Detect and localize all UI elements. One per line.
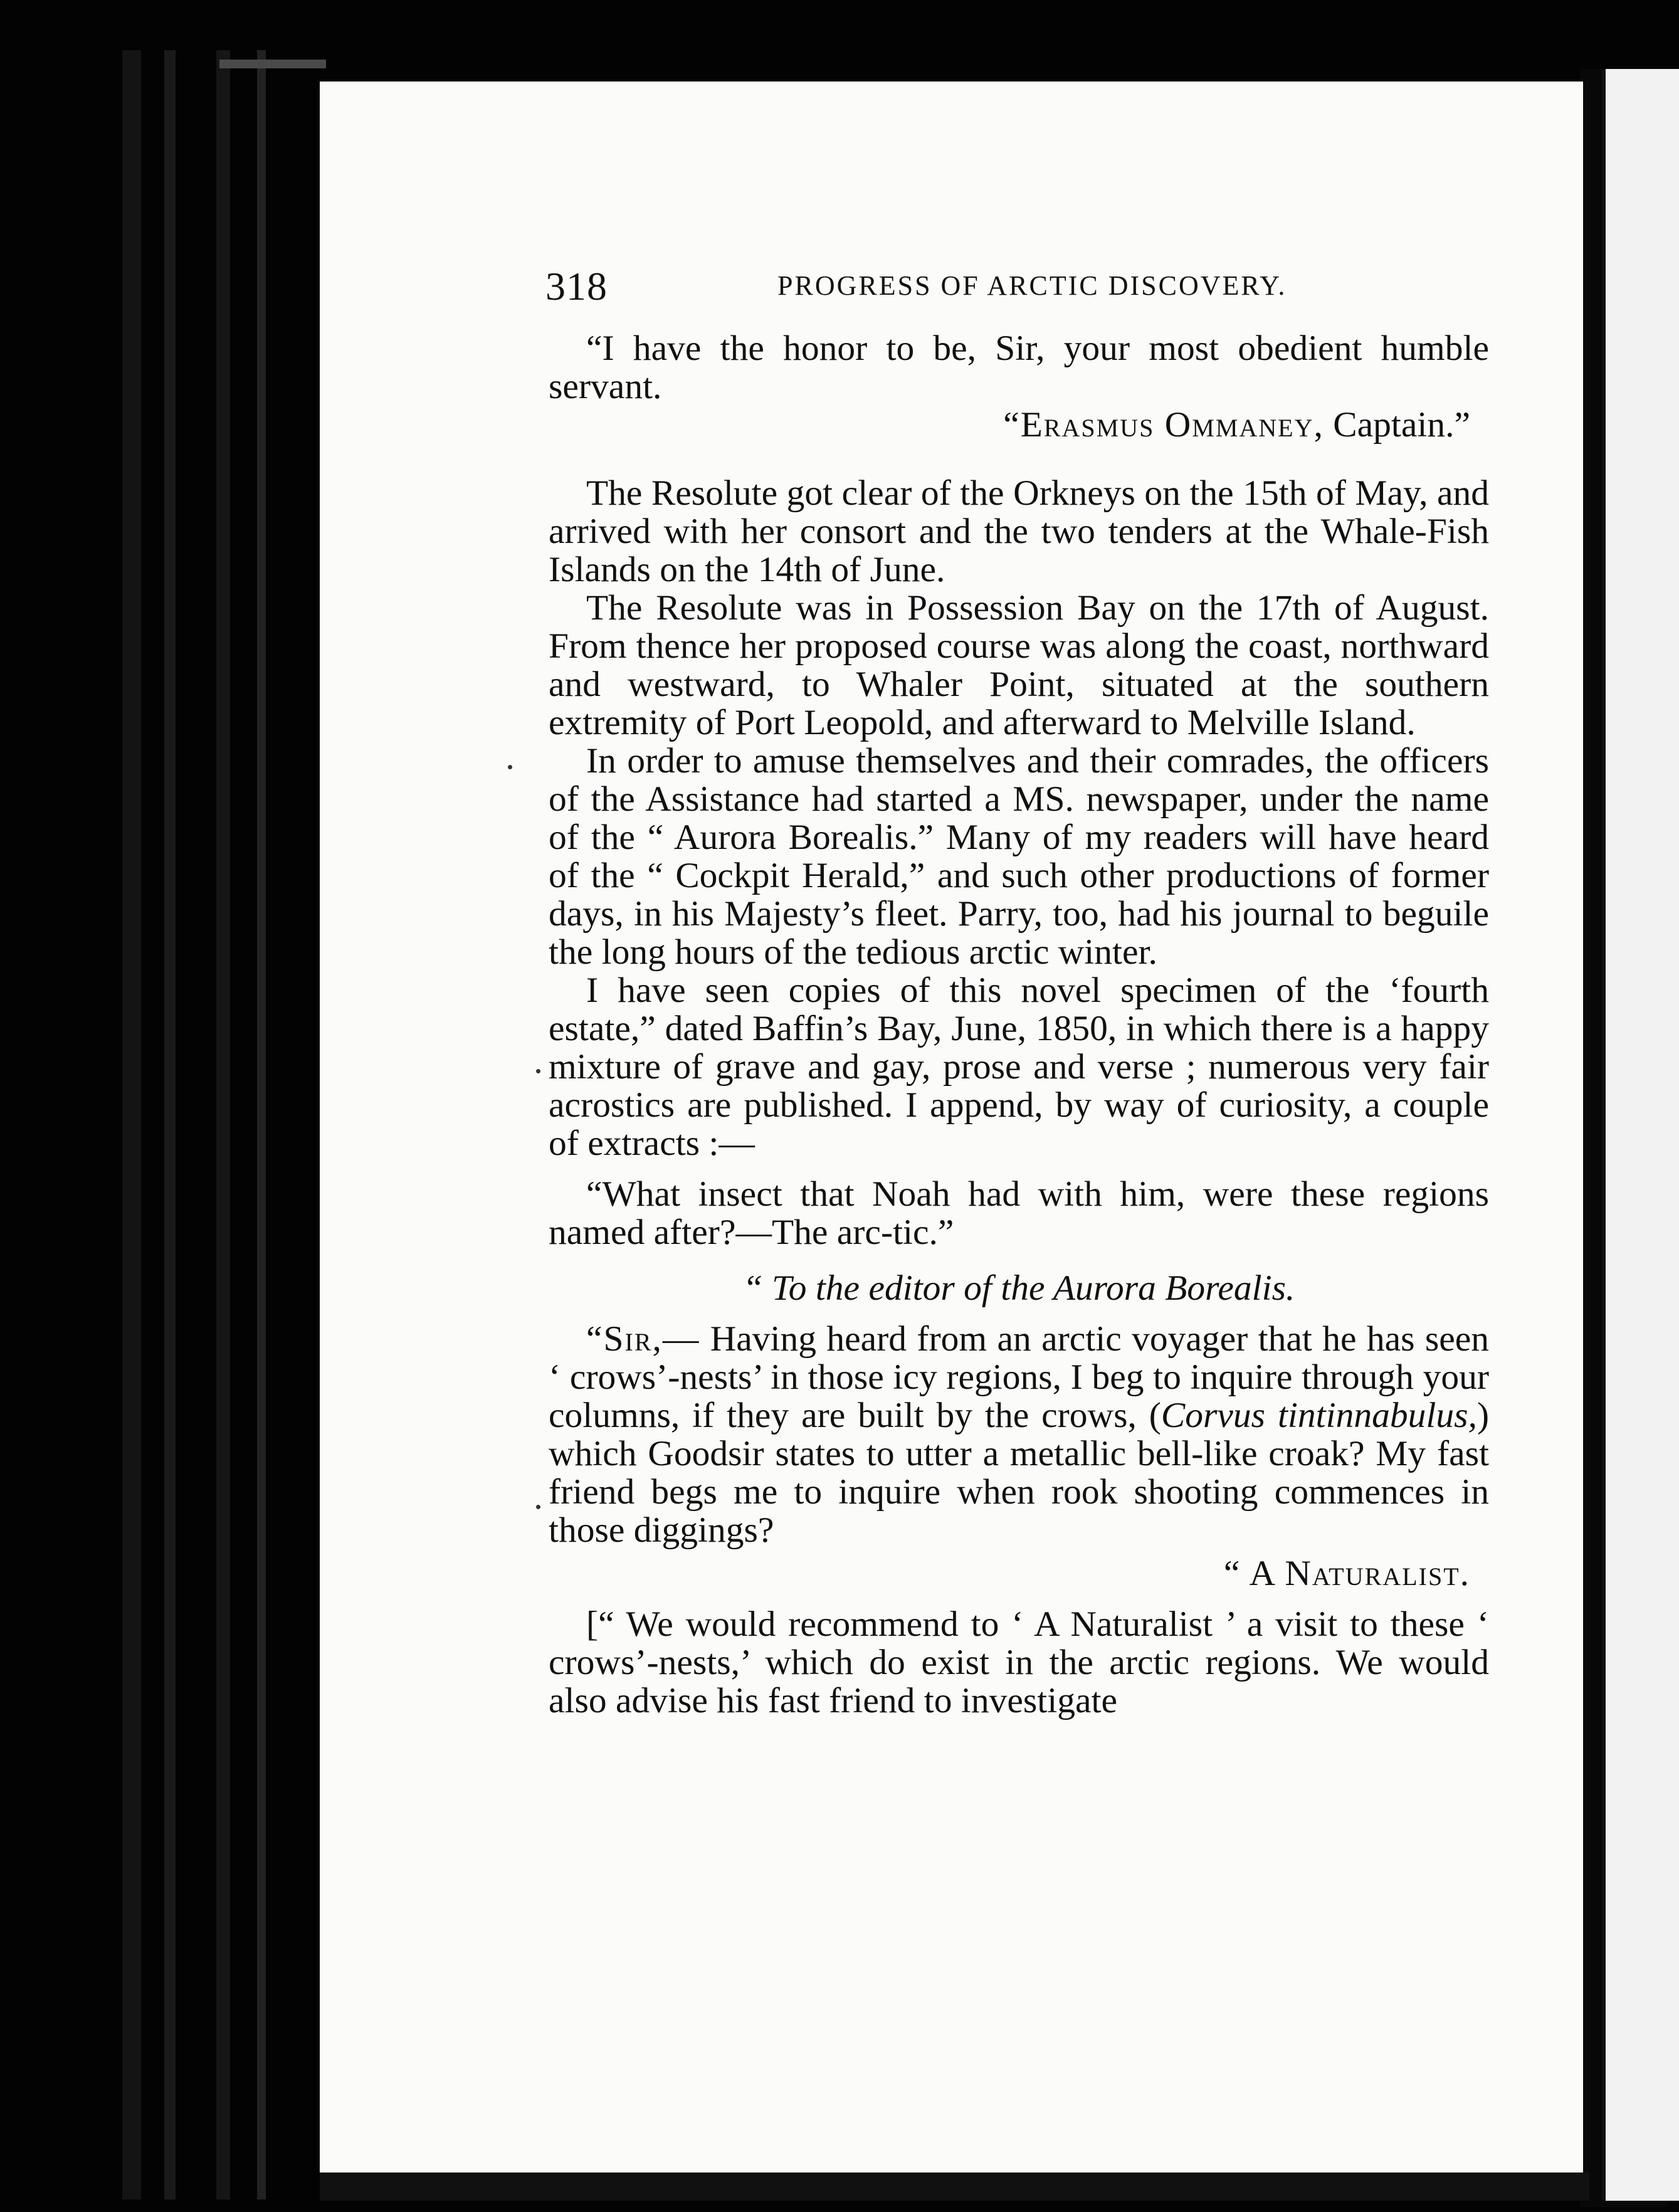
paragraph: In order to amuse themselves and their comrades, the officers of the Assistance had started a MS. newspaper, under the name of the “ Aurora Borealis.” Many of my readers will have heard of the “ Cockpit Herald,” and such other productions of former days, in his Majesty’s fleet. Parry, too, had his journal to beguile the long hours of the tedious arctic winter. — [549, 741, 1489, 972]
letter-text: Having heard from an arctic voyager that he has seen ‘ crows’-nests’ in those icy regions, I beg to inquire through your columns, if they are built by the crows, ( — [549, 1319, 1490, 1435]
latin-name: Corvus tintinnabulus, — [1161, 1396, 1477, 1435]
paragraph: The Resolute got clear of the Orkneys on the 15th of May, and arrived with her consort and the two tenders at the Whale-Fish Islands on the 14th of June. — [549, 473, 1489, 589]
riddle-quote: “What insect that Noah had with him, were these regions named after?—The arc-tic.” — [549, 1174, 1489, 1252]
scan-speck — [536, 1505, 540, 1509]
letter-signature — [549, 406, 1489, 444]
letter-closing-text: “I have the honor to be, Sir, your most obedient humble servant. — [549, 329, 1489, 406]
scan-artifact — [219, 60, 326, 68]
letter-heading: “ To the editor of the Aurora Borealis. — [742, 1268, 1295, 1308]
running-head — [545, 263, 1624, 320]
letter-text: ) which Goodsir states to utter a metallic bell-like croak? My fast friend begs me to inquire when rook shooting commences in those diggings? — [549, 1396, 1489, 1550]
page-number: 318 — [545, 264, 608, 308]
letter-to-editor — [549, 1320, 1489, 1549]
facing-page-edge — [1602, 69, 1679, 2201]
paragraph: The Resolute was in Possession Bay on the 17th of August. From thence her proposed course was along the coast, northward and westward, to Whaler Point, situated at the southern extremity of Port Leopold, and afterward to Melville Island. — [549, 588, 1489, 742]
naturalist-sign: “ A Naturalist. — [1223, 1554, 1470, 1593]
signature-name: “Erasmus Ommaney, — [1003, 405, 1324, 445]
page-body — [549, 329, 1489, 1720]
page-bottom-edge — [320, 2172, 1589, 2201]
scan-speck — [508, 765, 512, 769]
letter-salutation: “Sir,— — [586, 1319, 700, 1359]
book-edge — [257, 50, 266, 2199]
book-page — [320, 82, 1589, 2172]
scan-speck — [536, 1069, 540, 1073]
editor-reply: [“ We would recommend to ‘ A Naturalist ’ a visit to these ‘ crows’-nests,’ which do exist in the arctic regions. We would also advise his fast friend to investigate — [549, 1604, 1489, 1720]
signature-rank: Captain.” — [1333, 405, 1470, 445]
naturalist-signature — [549, 1554, 1489, 1593]
book-edge — [164, 50, 176, 2199]
letter-closing — [549, 329, 1489, 406]
paragraph: I have seen copies of this novel specimen of the ‘fourth estate,” dated Baffin’s Bay, June, 1850, in which there is a happy mixture of grave and gay, prose and verse ; numerous very fair acrostics are published. I append, by way of curiosity, a couple of extracts :— — [549, 971, 1489, 1163]
book-edge — [122, 50, 141, 2199]
running-title: PROGRESS OF ARCTIC DISCOVERY. — [777, 270, 1287, 301]
book-edge — [216, 50, 230, 2199]
